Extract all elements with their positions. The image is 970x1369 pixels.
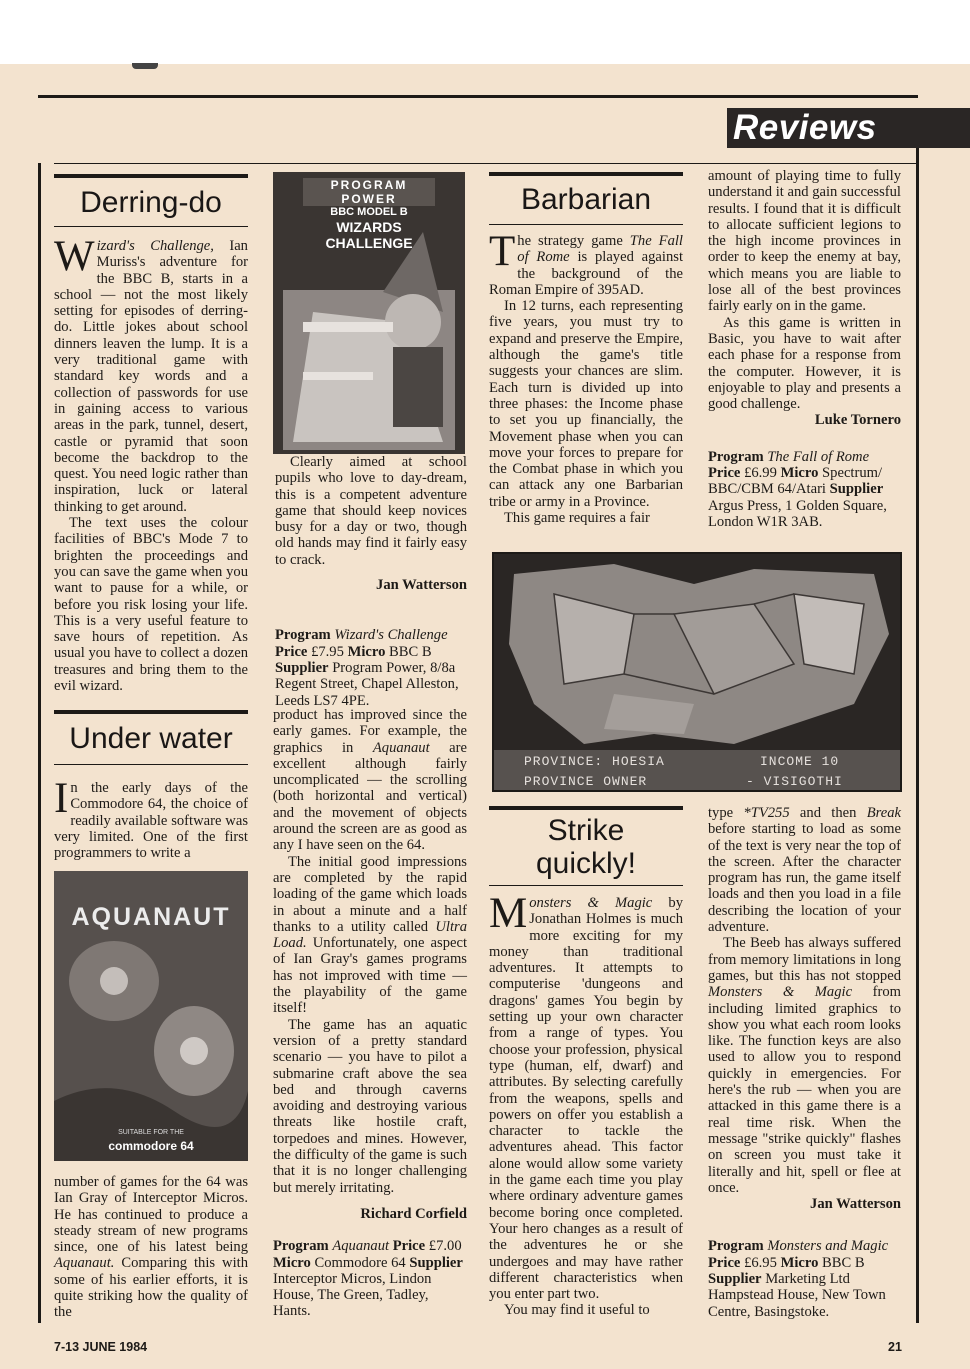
strike-title-rule xyxy=(489,885,683,886)
underwater-para-1: n the early days of the Commodore 64, the choice of readily available software was very limited. One of the first programmers to write a xyxy=(54,780,248,862)
derringdo-program-name: izard's Challenge, xyxy=(96,238,214,254)
underwater-title-rule xyxy=(54,764,248,765)
strike-body-1 xyxy=(489,890,683,1319)
barbarian-para-1: The strategy game The Fall of Rome is played against the background of the Roman Empire of 395AD. xyxy=(489,228,683,298)
barbarian-info: Program The Fall of Rome Price £6.99 Micro Spectrum/ BBC/CBM 64/Atari Supplier Argus Press, 1 Golden Square, London W1R 3AB. xyxy=(708,448,887,530)
barbarian-para-2: In 12 turns, each representing five years, you must try to expand and preserve the Empire, although the game's title suggests your chances are slim. Each turn is divided up into three phases: the Income phase to set you up financially, the Movement phase when you can move your forces to prepare for the Combat phase in which you can attack any one Barbarian tribe or army in a Province. xyxy=(489,298,683,510)
right-border xyxy=(916,148,919,1323)
underwater-body-1 xyxy=(54,775,248,862)
barbarian-title: Barbarian xyxy=(520,183,652,216)
underwater-body-2 xyxy=(54,1174,248,1321)
derringdo-signature: Jan Watterson xyxy=(376,577,467,594)
wizards-cover-brand: PROGRAM POWER xyxy=(303,178,435,206)
wizards-challenge-cover xyxy=(273,172,465,454)
derringdo-para-1: Ian Muriss's adventure for the BBC B, starts in a school — not the most likely setting for episodes of derring-do. Little jokes about school dinners leaven the lump. It is a very traditional game with standard key words and a collection of passwords for use in gaining access to various areas in the park, tunnel, desert, castle or pyramid that soon become the backdrop to the quest. You need logic rather than inspiration, luck or lateral thinking to get around. xyxy=(54,238,248,515)
underwater-para-1b: number of games for the 64 was Ian Gray of Interceptor Micros. He has continued to produce a steady stream of new programs since, one of his latest being Aquanaut. Comparing this with some of his earlier efforts, it is quite striking how the quality of the xyxy=(54,1174,248,1321)
fall-of-rome-screenshot xyxy=(492,552,902,792)
strike-para-2b: type *TV255 and then Break before starting to load as some of the text is very near the top of the screen. After the character program has run, the game itself loads and then you load in a file describing the location of your adventure. xyxy=(708,805,901,936)
derringdo-para-3: Clearly aimed at school pupils who love to day-dream, this is a competent adventure game that should keep novices busy for a day or two, though old hands may find it fairly easy to crack. xyxy=(275,454,467,568)
strike-para-3: The Beeb has always suffered from memory limitations in long games, but this has not stopped Monsters & Magic from including limited graphics to show you what each room looks like. The function keys are also used to allow you to respond quickly in emergencies. For here's the rub — when you are attacked in this game there is a real time risk. When the message "strike quickly" flashes on screen you must take it literally and hit, spell or flee at once. xyxy=(708,935,901,1196)
strike-signature: Jan Watterson xyxy=(810,1196,901,1213)
strike-para-1: Monsters & Magic by Jonathan Holmes is much more exciting for my money than traditional adventures. It attempts to computerise 'dungeons and dragons' games You begin by setting up your own character from a range of types. You choose your profession, physical type (human, elf, dwarf) and attributes. By selecting carefully from the weapons, spells and powers on offer you establish a character to tackle the adventures ahead. This factor alone would allow some variety in the game each time you play where ordinary adventure games become boring once completed. Your hero changes as a result of the adventures he or she undergoes and may have rather different characteristics when you enter part two. xyxy=(489,890,683,1303)
wizards-cover-model: BBC MODEL B xyxy=(330,206,408,218)
strike-body-2 xyxy=(708,805,901,1320)
wizards-cover-title1: WIZARDS xyxy=(336,219,402,235)
underwater-para-2: product has improved since the early games. For example, the graphics in Aquanaut are excellent although fairly uncomplicated — the scrolling (both horizontal and vertical) and the movement of objects around the screen are as good as any I have seen on the 64. xyxy=(273,707,467,854)
derringdo-col2 xyxy=(275,454,467,709)
section-banner: Reviews xyxy=(727,108,970,148)
strike-top-rule xyxy=(489,806,683,810)
barbarian-body-2 xyxy=(708,168,901,530)
derringdo-dropcap: W xyxy=(54,233,95,280)
aquanaut-cover-brand: commodore 64 xyxy=(108,1139,194,1153)
strike-title-2: quickly! xyxy=(535,847,637,880)
derringdo-title-rule xyxy=(54,226,248,227)
barbarian-top-rule xyxy=(489,172,683,176)
wizards-cover-title2: CHALLENGE xyxy=(325,235,413,251)
scan-clip-mark xyxy=(132,63,158,69)
derringdo-top-rule xyxy=(54,174,248,178)
barbarian-title-rule xyxy=(489,224,683,225)
underwater-para-4: The game has an aquatic version of a pretty standard scenario — you have to pilot a submarine craft above the sea bed and through caverns avoiding and destroying various threats like hostile craft, torpedoes and mines. However, the difficulty of the game is such that it is no longer challenging but merely irritating. xyxy=(273,1016,467,1196)
barbarian-signature: Luke Tornero xyxy=(814,412,901,429)
aquanaut-cover xyxy=(54,871,248,1161)
underwater-top-rule xyxy=(54,710,248,714)
scan-top-margin xyxy=(0,0,970,64)
derringdo-para-2: The text uses the colour facilities of BBC's Mode 7 to brighten the proceedings and you can save the game when you want to pause for a while, or before you risk losing your life. This is a very useful feature to save hours of repetition. As usual you have to collect a dozen treasures and bring them to the evil wizard. xyxy=(54,515,248,695)
screen-province-line: PROVINCE: HOESIA INCOME 10 xyxy=(524,754,840,769)
underwater-para-3: The initial good impressions are completed by the rapid loading of the game which loads in about a minute and a half thanks to a utility called Ultra Load. Unfortunately, one aspect of Ian Gray's games programs has not improved with time — the playability of the game itself! xyxy=(273,853,467,1017)
header-rule xyxy=(38,95,918,98)
screen-owner-line: PROVINCE OWNER - VISIGOTHI xyxy=(524,774,843,789)
footer-page-number: 21 xyxy=(888,1340,902,1354)
top-column-rule xyxy=(54,163,916,164)
strike-para-2: You may find it useful to xyxy=(504,1302,650,1319)
underwater-info: Program Aquanaut Price £7.00 Micro Commodore 64 Supplier Interceptor Micros, Lindon House, The Green, Tadley, Hants. xyxy=(273,1238,463,1320)
barbarian-dropcap: T xyxy=(489,228,516,275)
underwater-signature: Richard Corfield xyxy=(360,1205,467,1222)
strike-dropcap: M xyxy=(489,890,528,937)
barbarian-para-4: As this game is written in Basic, you have to wait after each phase for a response from the computer. However, it is enjoyable to play and presents a good challenge. xyxy=(708,314,901,413)
barbarian-para-3: This game requires a fair xyxy=(504,510,650,527)
barbarian-body-1 xyxy=(489,228,683,527)
underwater-dropcap: I xyxy=(54,775,69,822)
aquanaut-cover-title: AQUANAUT xyxy=(71,903,231,931)
strike-title-1: Strike xyxy=(547,814,625,847)
left-border xyxy=(38,163,41,1323)
derringdo-info: Program Wizard's Challenge Price £7.95 Micro BBC B Supplier Program Power, 8/8a Regent Street, Chapel Alleston, Leeds LS7 4PE. xyxy=(275,627,459,709)
aquanaut-cover-suitable: SUITABLE FOR THE xyxy=(118,1129,184,1136)
derringdo-body xyxy=(54,233,248,695)
derringdo-title: Derring-do xyxy=(80,186,222,219)
barbarian-para-3b: amount of playing time to fully understand it and gain successful results. I found that it is difficult to allocate sufficient legions to the high income provinces in order to keep the enemy at bay, which means you are liable to lose all of the best provinces fairly early on in the game. xyxy=(708,168,901,315)
footer-date: 7-13 JUNE 1984 xyxy=(54,1340,148,1354)
strike-info: Program Monsters and Magic Price £6.95 Micro BBC B Supplier Marketing Ltd Hampstead House, New Town Centre, Basingstoke. xyxy=(708,1238,889,1320)
underwater-title: Under water xyxy=(69,722,233,755)
underwater-body-3 xyxy=(273,707,467,1320)
